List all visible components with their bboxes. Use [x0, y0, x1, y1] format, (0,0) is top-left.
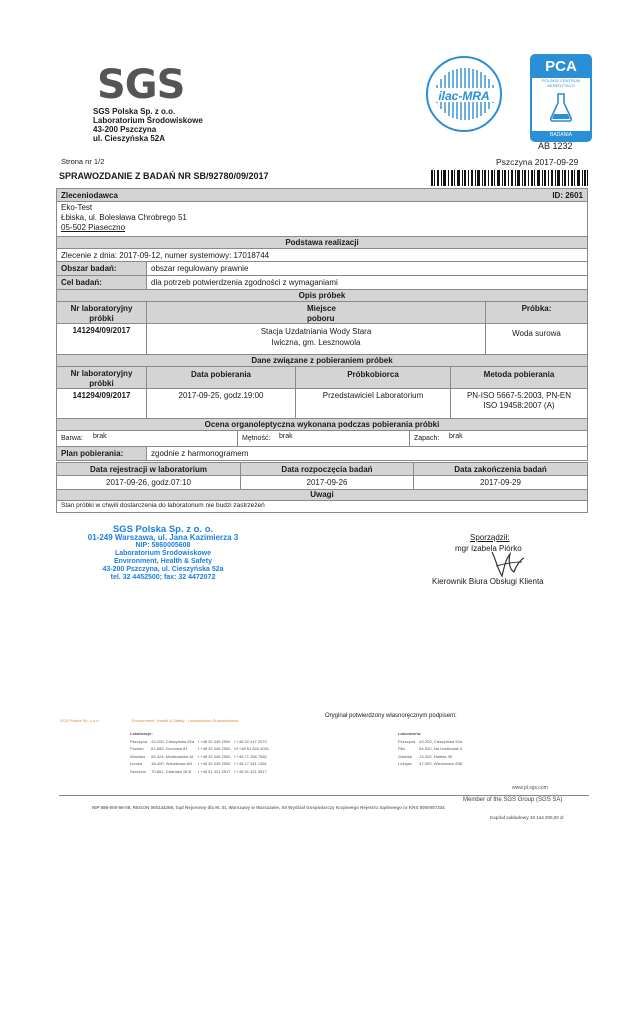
scope-row: [56, 262, 588, 276]
lab-address: 37-300, Wierzowice 838: [419, 761, 463, 766]
sampling-data-row: [56, 389, 588, 419]
member-note: Member of the SGS Group (SGS SA): [463, 797, 563, 803]
samples-col-nr: Nr laboratoryjny próbki: [70, 304, 133, 323]
share-capital: Kapitał zakładowy 10 144 200,00 zł: [490, 815, 564, 820]
place-date: Pszczyna 2017-09-29: [496, 157, 579, 167]
odor-label: Zapach:: [409, 431, 445, 446]
odor-value: brak: [449, 433, 463, 440]
dates-header-row: [56, 462, 588, 476]
samples-data-row: [56, 324, 588, 355]
remarks-text: Stan próbki w chwili dostarczenia do laboratorium nie budzi zastrzeżeń: [61, 502, 265, 509]
location-fax: f +48 32 447 2072: [234, 738, 267, 744]
company-street: ul. Cieszyńska 52A: [93, 134, 166, 143]
stamp-lab: Laboratorium Środowiskowe: [114, 550, 212, 557]
location-phone: t +48 32 449 2500: [198, 753, 231, 759]
lab-city: Gdańsk: [398, 753, 412, 759]
location-row: [130, 768, 273, 776]
dates-value-row: [56, 476, 588, 490]
location-row: [130, 753, 273, 761]
website-link[interactable]: www.pl.sgs.com: [512, 785, 548, 791]
sampling-sampler: Przedstawiciel Laboratorium: [295, 389, 450, 418]
plan-label: Plan pobierania:: [57, 447, 146, 460]
ilac-text: ilac-MRA: [438, 89, 490, 103]
lab-city: Pszczyna: [398, 738, 416, 744]
location-phone: t +48 91 421 3517: [198, 768, 231, 774]
remarks-row: [56, 501, 588, 513]
location-fax: f +48 71 358 7562: [234, 753, 267, 759]
location-phone: t +48 32 449 2500: [198, 738, 231, 744]
basis-header: [56, 237, 588, 249]
lab-row: [398, 760, 466, 768]
sampling-col-date: Data pobierania: [146, 367, 295, 388]
location-phone: t +48 32 449 2500: [198, 761, 231, 766]
basis-heading: Podstawa realizacji: [285, 238, 359, 247]
footer-locations: [130, 730, 273, 775]
purpose-row: [56, 276, 588, 290]
client-box: [56, 202, 588, 237]
location-address: 43-200, Cieszyńska 52a: [151, 738, 195, 744]
sample-type: Woda surowa: [485, 324, 587, 354]
location-fax: f +48 17 341 1381: [234, 761, 267, 766]
client-heading: Zleceniodawca: [61, 191, 118, 200]
remarks-heading: Uwagi: [310, 490, 334, 499]
samples-heading: Opis próbek: [298, 291, 346, 300]
client-id: ID: 2601: [552, 191, 583, 200]
lab-city: Leżajsk: [398, 761, 412, 766]
remarks-header: [56, 490, 588, 501]
organoleptic-heading: Ocena organoleptyczna wykonana podczas pobierania próbki: [204, 420, 440, 429]
stamp-phone: tel. 32 4452500; fax: 32 4472072: [110, 574, 216, 581]
location-row: [130, 745, 273, 753]
location-row: [130, 760, 273, 768]
sampling-header: [56, 355, 588, 367]
flask-icon: [550, 92, 572, 122]
location-phone: t +48 32 449 2500: [198, 746, 231, 751]
stamp-ehs: Environment, Health & Safety: [113, 558, 213, 565]
turbidity-label: Mętność:: [237, 431, 275, 446]
sampling-date: 2017-09-25, godz.19:00: [146, 389, 295, 418]
sgs-logo: SGS: [97, 62, 185, 108]
date-start: 2017-09-26: [240, 476, 413, 489]
signer-name: mgr Izabela Piórko: [455, 544, 522, 553]
client-street: Łbiska, ul. Bolesława Chrobrego 51: [61, 213, 187, 222]
client-city: 05-502 Piaseczno: [61, 223, 126, 232]
plan-value: zgodnie z harmonogramem: [146, 447, 587, 460]
organoleptic-header: [56, 419, 588, 431]
sample-place: Stacja Uzdatniania Wody Stara Iwiczna, gm. Lesznowola: [146, 324, 485, 354]
pca-label: BADANIA: [532, 131, 590, 140]
sample-nr: 141294/09/2017: [72, 326, 131, 335]
sampling-columns: [56, 367, 588, 389]
location-city: Wrocław: [130, 753, 146, 759]
report-table: [56, 188, 588, 513]
locations-label: Lokalizacje:: [130, 731, 153, 736]
location-row: [130, 738, 273, 746]
lab-row: [398, 753, 466, 761]
footer-division: Environment, Health & Safety · Laboratorium Środowiskowe: [132, 718, 239, 723]
report-title: SPRAWOZDANIE Z BADAŃ NR SB/92780/09/2017: [59, 171, 269, 181]
sampling-col-sampler: Próbkobiorca: [295, 367, 450, 388]
scope-value: obszar regulowany prawnie: [146, 262, 587, 275]
footer-company: SGS Polska Sp. z o.o.: [60, 718, 100, 723]
prepared-by-label: Sporządził:: [470, 533, 510, 542]
lab-city: Piła: [398, 746, 405, 751]
samples-col-place: Miejsce poboru: [146, 302, 485, 323]
company-address: [93, 107, 203, 143]
location-city: Poznań: [130, 746, 144, 751]
barcode: [431, 170, 588, 186]
color-value: brak: [93, 433, 107, 440]
stamp-nip: NIP: 5860005608: [135, 542, 191, 549]
basis-text: Zlecenie z dnia: 2017-09-12, numer systemowy: 17018744: [61, 251, 270, 260]
stamp-lab-address: 43-200 Pszczyna, ul. Cieszyńska 52a: [102, 566, 224, 573]
lab-row: [398, 738, 466, 746]
client-header-row: [56, 188, 588, 202]
company-city: 43-200 Pszczyna: [93, 125, 157, 134]
location-address: 18-400, Wierzbowa 8/4: [151, 761, 193, 766]
location-city: Szczecin: [130, 768, 147, 774]
company-stamp: [78, 526, 248, 582]
purpose-value: dla potrzeb potwierdzenia zgodności z wymaganiami: [146, 276, 587, 289]
original-note: Oryginał potwierdzony własnoręcznym podpisem:: [325, 713, 457, 719]
organoleptic-row: [56, 431, 588, 447]
sampling-col-nr: Nr laboratoryjny próbki: [70, 369, 133, 388]
stamp-address: 01-249 Warszawa, ul. Jana Kazimierza 3: [87, 533, 239, 542]
samples-columns: [56, 302, 588, 324]
pca-subtitle: POLSKIE CENTRUM AKREDYTACJI: [541, 78, 581, 88]
stamp-company: SGS Polska Sp. z o. o.: [112, 524, 214, 535]
handwritten-signature: [486, 548, 526, 580]
sampling-col-method: Metoda pobierania: [450, 367, 587, 388]
sampling-nr: 141294/09/2017: [72, 391, 131, 400]
plan-row: [56, 447, 588, 461]
date-start-label: Data rozpoczęcia badań: [240, 463, 413, 475]
pca-badge: [530, 54, 592, 142]
turbidity-value: brak: [279, 433, 293, 440]
client-name: Eko-Test: [61, 203, 93, 212]
accreditation-number: AB 1232: [538, 141, 573, 151]
location-fax: f +48 91 421 3517: [234, 768, 267, 774]
registry-info: NIP 586-000-56-08, REGON 000144259, Sąd Rejonowy dla M. St. Warszawy w Warszawie, XII Wydział Gospodarczy Krajowego Rejestru Sądowego nr KRS 0000007334: [92, 805, 445, 810]
lab-row: [398, 745, 466, 753]
location-address: 61-855, Gronowa 81: [151, 746, 188, 751]
basis-row: [56, 249, 588, 262]
footer-labs: [398, 730, 466, 768]
date-registration: 2017-09-26, godz.07:10: [106, 478, 191, 487]
sampling-heading: Dane związane z pobieraniem próbek: [251, 356, 393, 365]
location-address: 54-424, Mostkowska 18: [151, 753, 194, 759]
sampling-method: PN-ISO 5667-5:2003, PN-EN ISO 19458:2007 (A): [450, 389, 587, 418]
date-end: 2017-09-29: [413, 476, 587, 489]
lab-address: 13-300, Hallera 35: [419, 753, 453, 759]
scope-label: Obszar badań:: [57, 262, 146, 275]
company-lab: Laboratorium Środowiskowe: [93, 116, 203, 125]
date-registration-label: Data rejestracji w laboratorium: [57, 463, 240, 475]
date-end-label: Data zakończenia badań: [413, 463, 587, 475]
ilac-mra-logo: [425, 55, 503, 133]
location-city: Łomża: [130, 761, 143, 766]
color-label: Barwa:: [61, 435, 83, 442]
purpose-label: Cel badań:: [57, 276, 146, 289]
location-city: Pszczyna: [130, 738, 148, 744]
location-fax: t/f +48 61 820 4031: [234, 746, 270, 751]
lab-address: 43-200, Cieszyńska 52a: [419, 738, 463, 744]
samples-header: [56, 290, 588, 302]
page-number: Strona nr 1/2: [61, 157, 105, 166]
labs-label: Laboratoria:: [398, 731, 422, 736]
samples-col-sample: Próbka:: [485, 302, 587, 323]
pca-name: PCA: [532, 56, 590, 78]
company-name: SGS Polska Sp. z o.o.: [93, 107, 176, 116]
signer-role: Kierownik Biura Obsługi Klienta: [432, 577, 544, 586]
location-address: 70-661, Gdańska 16 B: [151, 768, 192, 774]
lab-address: 64-920, Na Leszkowie 4: [419, 746, 463, 751]
footer-divider: [59, 795, 589, 796]
